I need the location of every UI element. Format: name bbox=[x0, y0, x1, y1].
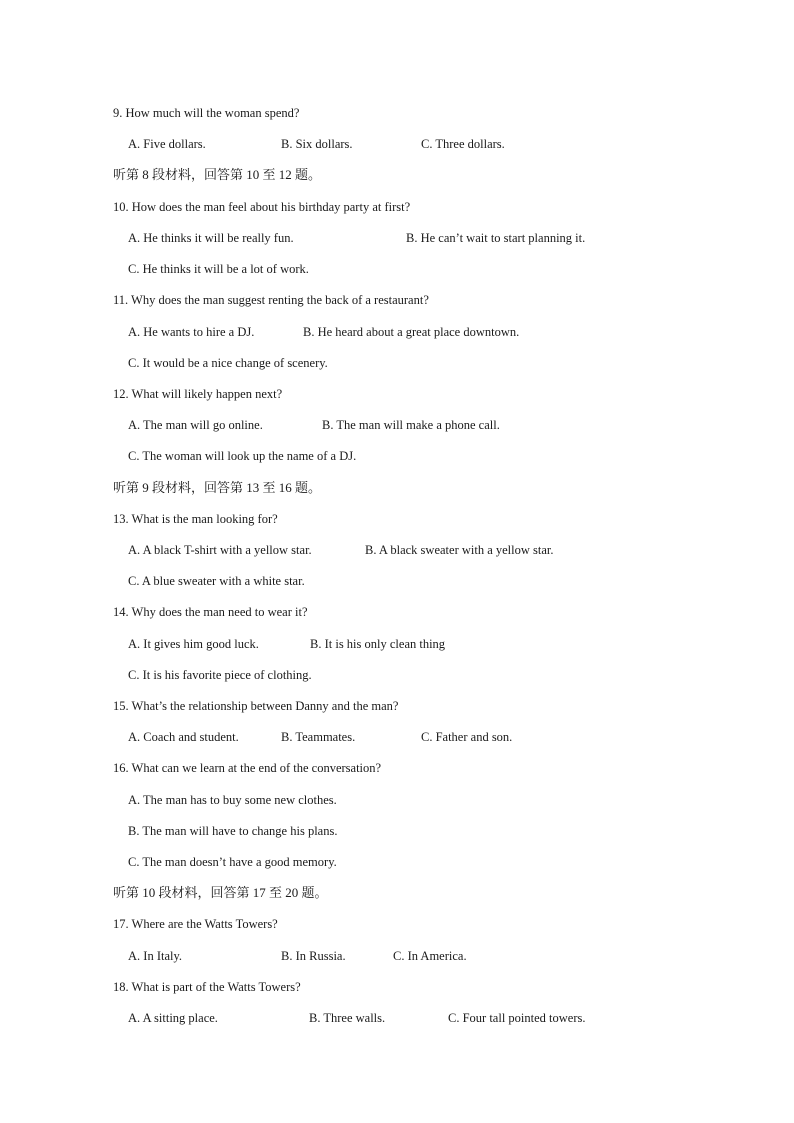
answer-option: A. Coach and student. bbox=[128, 730, 239, 744]
answer-option: B. Teammates. bbox=[281, 730, 356, 744]
answer-option: A. Five dollars. bbox=[128, 137, 206, 151]
answer-option: B. In Russia. bbox=[281, 949, 346, 963]
answer-option: A. A sitting place. bbox=[128, 1011, 218, 1025]
answer-option: B. A black sweater with a yellow star. bbox=[365, 543, 554, 557]
answer-option: C. Four tall pointed towers. bbox=[448, 1011, 586, 1025]
answer-option: A. He wants to hire a DJ. bbox=[128, 325, 255, 339]
question: 17. Where are the Watts Towers? bbox=[113, 917, 278, 931]
answer-option: C. The woman will look up the name of a DJ. bbox=[128, 449, 357, 463]
answer-option: C. The man doesn’t have a good memory. bbox=[128, 855, 337, 869]
answer-option: B. Three walls. bbox=[309, 1011, 386, 1025]
answer-option: B. It is his only clean thing bbox=[310, 637, 446, 651]
question: 18. What is part of the Watts Towers? bbox=[113, 980, 301, 994]
answer-option: A. A black T-shirt with a yellow star. bbox=[128, 543, 312, 557]
answer-option: B. He heard about a great place downtown. bbox=[303, 325, 520, 339]
answer-option: A. In Italy. bbox=[128, 949, 183, 963]
answer-option: C. He thinks it will be a lot of work. bbox=[128, 262, 309, 276]
answer-option: B. The man will have to change his plans. bbox=[128, 824, 338, 838]
answer-option: B. Six dollars. bbox=[281, 137, 353, 151]
question: 10. How does the man feel about his birthday party at first? bbox=[113, 200, 411, 214]
question: 16. What can we learn at the end of the conversation? bbox=[113, 761, 382, 775]
answer-option: C. In America. bbox=[393, 949, 467, 963]
answer-option: B. The man will make a phone call. bbox=[322, 418, 500, 432]
answer-option: C. Father and son. bbox=[421, 730, 513, 744]
answer-option: B. He can’t wait to start planning it. bbox=[406, 231, 586, 245]
question: 12. What will likely happen next? bbox=[113, 387, 283, 401]
question: 9. How much will the woman spend? bbox=[113, 106, 300, 120]
question: 15. What’s the relationship between Danny and the man? bbox=[113, 699, 399, 713]
question: 14. Why does the man need to wear it? bbox=[113, 605, 308, 619]
answer-option: C. It would be a nice change of scenery. bbox=[128, 356, 328, 370]
answer-option: A. It gives him good luck. bbox=[128, 637, 259, 651]
answer-option: A. The man has to buy some new clothes. bbox=[128, 793, 337, 807]
answer-option: C. A blue sweater with a white star. bbox=[128, 574, 305, 588]
section-instruction: 听第 8 段材料，回答第 10 至 12 题。 bbox=[113, 167, 322, 182]
question: 13. What is the man looking for? bbox=[113, 512, 278, 526]
question: 11. Why does the man suggest renting the back of a restaurant? bbox=[113, 293, 429, 307]
section-instruction: 听第 9 段材料，回答第 13 至 16 题。 bbox=[113, 480, 322, 495]
answer-option: C. It is his favorite piece of clothing. bbox=[128, 668, 312, 682]
answer-option: A. He thinks it will be really fun. bbox=[128, 231, 294, 245]
section-instruction: 听第 10 段材料，回答第 17 至 20 题。 bbox=[113, 885, 328, 900]
answer-option: A. The man will go online. bbox=[128, 418, 263, 432]
answer-option: C. Three dollars. bbox=[421, 137, 505, 151]
